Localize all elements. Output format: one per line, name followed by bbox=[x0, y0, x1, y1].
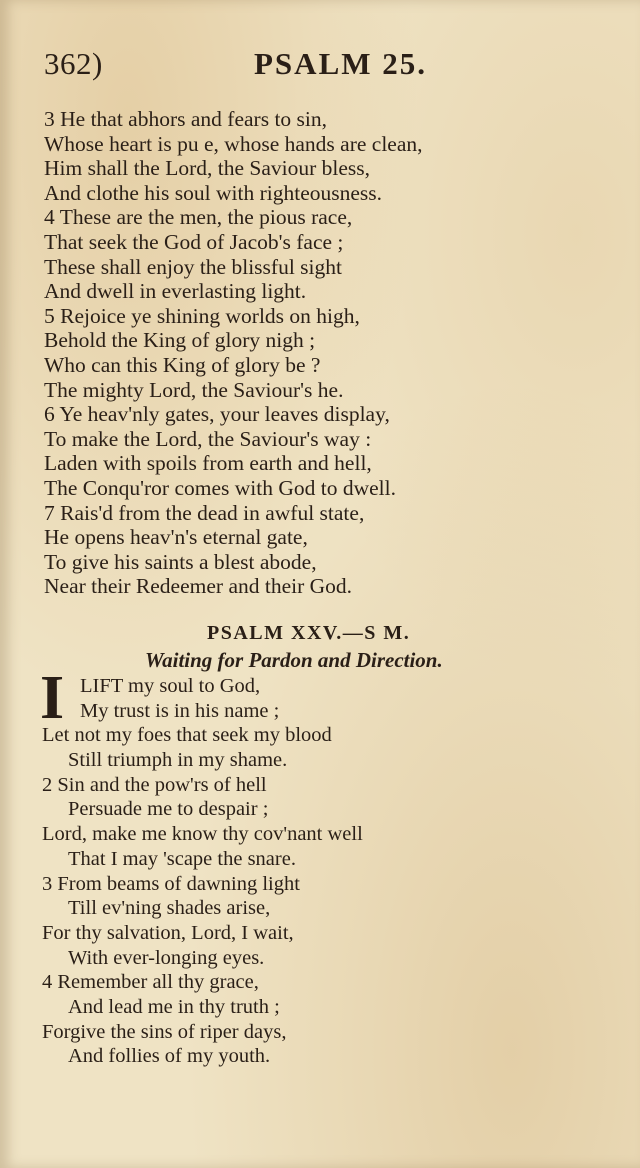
verse-line: And clothe his soul with righteousness. bbox=[44, 180, 383, 205]
verse-line: That seek the God of Jacob's face ; bbox=[44, 229, 344, 254]
drop-cap: I bbox=[40, 664, 65, 732]
verse-line: Let not my foes that seek my blood bbox=[42, 724, 332, 747]
verse-line: Laden with spoils from earth and hell, bbox=[44, 451, 372, 476]
verse-line: Till ev'ning shades arise, bbox=[68, 897, 271, 920]
verse-line: 3 He that abhors and fears to sin, bbox=[44, 107, 328, 131]
verse-line: Lord, make me know thy cov'nant well bbox=[42, 823, 363, 846]
verse-line: And dwell in everlasting light. bbox=[44, 279, 307, 304]
verse-line: 7 Rais'd from the dead in awful state, bbox=[44, 500, 365, 525]
verse-line: Whose heart is pu e, whose hands are clean, bbox=[44, 131, 423, 156]
verse-line: He opens heav'n's eternal gate, bbox=[44, 525, 308, 550]
verse-line: 2 Sin and the pow'rs of hell bbox=[42, 773, 267, 796]
page-header bbox=[44, 46, 444, 86]
verse-line: 4 Remember all thy grace, bbox=[42, 971, 259, 994]
verse-line: Persuade me to despair ; bbox=[68, 798, 269, 821]
verse-line: To make the Lord, the Saviour's way : bbox=[44, 426, 372, 451]
verse-line: These shall enjoy the blissful sight bbox=[44, 254, 342, 279]
verse-line: 3 From beams of dawning light bbox=[42, 872, 300, 895]
verse-line: My trust is in his name ; bbox=[80, 699, 280, 722]
verse-line: And follies of my youth. bbox=[68, 1045, 271, 1068]
verse-line: And lead me in thy truth ; bbox=[68, 995, 280, 1018]
verse-line: With ever-longing eyes. bbox=[68, 946, 265, 969]
psalm-25-text bbox=[42, 674, 602, 1069]
verse-line: The mighty Lord, the Saviour's he. bbox=[44, 377, 344, 402]
verse-line: The Conqu'ror comes with God to dwell. bbox=[44, 475, 396, 500]
verse-line: 6 Ye heav'nly gates, your leaves display, bbox=[44, 402, 390, 427]
verse-line: For thy salvation, Lord, I wait, bbox=[42, 921, 294, 944]
psalm-24-continuation bbox=[44, 107, 604, 599]
verse-line: Still triumph in my shame. bbox=[68, 749, 288, 772]
psalm-title: PSALM XXV.—S M. bbox=[207, 622, 411, 644]
verse-line: Who can this King of glory be ? bbox=[44, 352, 321, 377]
verse-line: LIFT my soul to God, bbox=[80, 675, 261, 697]
page-number: 362) bbox=[44, 46, 103, 81]
verse-line: Behold the King of glory nigh ; bbox=[44, 328, 316, 353]
verse-line: 5 Rejoice ye shining worlds on high, bbox=[44, 303, 360, 328]
verse-line: Forgive the sins of riper days, bbox=[42, 1020, 287, 1043]
verse-line: Near their Redeemer and their God. bbox=[44, 574, 353, 599]
psalm-subtitle: Waiting for Pardon and Direction. bbox=[145, 648, 443, 672]
verse-line: That I may 'scape the snare. bbox=[68, 847, 296, 870]
verse-line: 4 These are the men, the pious race, bbox=[44, 205, 353, 230]
verse-line: Him shall the Lord, the Saviour bless, bbox=[44, 156, 371, 181]
verse-line: To give his saints a blest abode, bbox=[44, 549, 317, 574]
running-head: PSALM 25. bbox=[254, 46, 427, 81]
